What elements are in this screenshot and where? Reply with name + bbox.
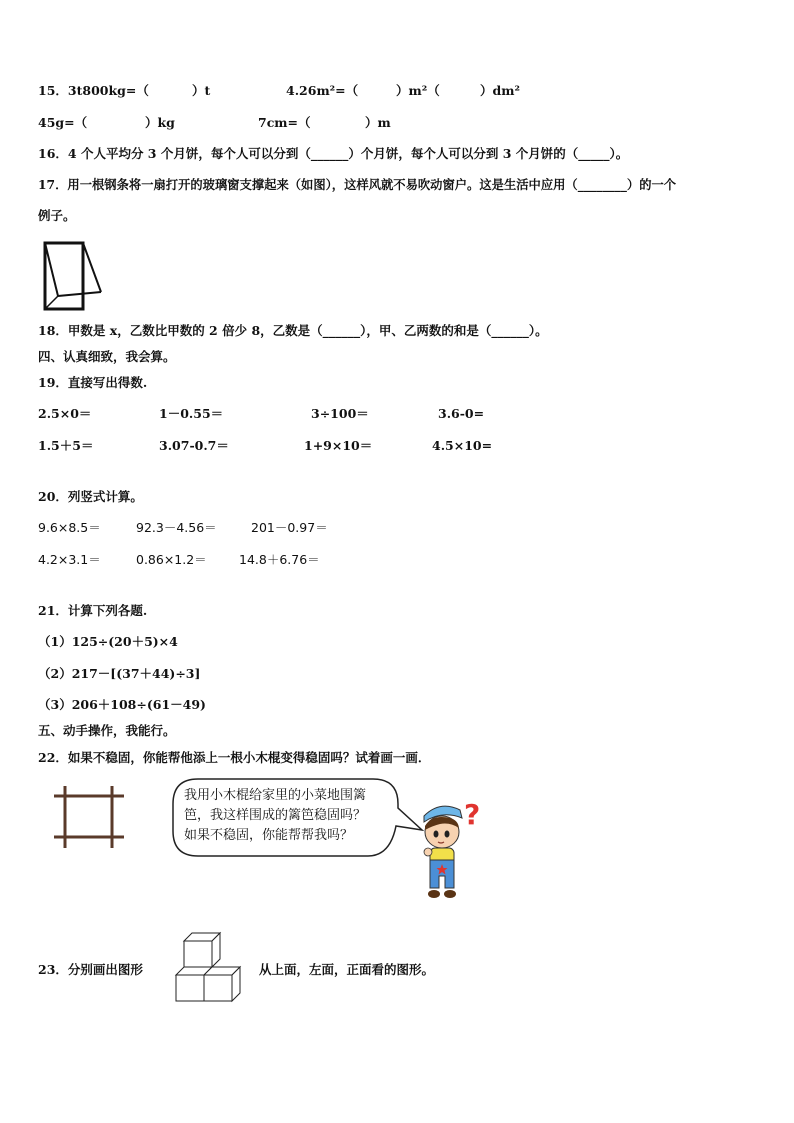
q21-title: 21．计算下列各题. bbox=[38, 603, 148, 618]
q15-line1-part5: ）dm² bbox=[480, 83, 520, 98]
q22-title: 22．如果不稳固，你能帮他添上一根小木棍变得稳固吗？试着画一画． bbox=[38, 750, 431, 765]
q15-line2-part3: 7cm=（ bbox=[258, 115, 311, 130]
fence-square-figure bbox=[52, 784, 126, 850]
q15-line2-part4: ）m bbox=[365, 115, 391, 130]
q15-line2-part1: 45g=（ bbox=[38, 115, 88, 130]
bubble-line-3: 如果不稳固，你能帮帮我吗？ bbox=[184, 828, 354, 843]
q16-text: 16．4 个人平均分 3 个月饼，每个人可以分到（______）个月饼，每个人可以分到 3 个月饼的（_____）。 bbox=[38, 146, 629, 161]
svg-text:?: ? bbox=[464, 798, 481, 831]
q19-r2c3: 1+9×10＝ bbox=[304, 438, 373, 453]
q20-title: 20．列竖式计算。 bbox=[38, 489, 143, 504]
q19-r2c4: 4.5×10= bbox=[432, 438, 493, 453]
q23-left-text: 23．分别画出图形 bbox=[38, 962, 143, 977]
q15-line1-part1: 15．3t800kg=（ bbox=[38, 83, 149, 98]
q23-right-text: 从上面，左面，正面看的图形。 bbox=[259, 962, 435, 977]
q19-r2c1: 1.5＋5＝ bbox=[38, 438, 94, 453]
q19-r2c2: 3.07-0.7＝ bbox=[159, 438, 229, 453]
window-figure bbox=[40, 238, 106, 314]
q20-r1c3: 201－0.97＝ bbox=[251, 520, 328, 535]
q15-line1-part4: ）m²（ bbox=[396, 83, 440, 98]
bubble-line-2: 笆，我这样围成的篱笆稳固吗？ bbox=[184, 808, 367, 823]
q19-r1c3: 3÷100＝ bbox=[311, 406, 369, 421]
q21-item-2: （2）217－[(37＋44)÷3] bbox=[38, 666, 201, 681]
bubble-line-1: 我用小木棍给家里的小菜地围篱 bbox=[184, 788, 367, 803]
q20-r2c3: 14.8＋6.76＝ bbox=[239, 552, 320, 567]
q20-r2c1: 4.2×3.1＝ bbox=[38, 552, 101, 567]
q18-text: 18．甲数是 x，乙数比甲数的 2 倍少 8，乙数是（______），甲、乙两数的和是（______）。 bbox=[38, 323, 548, 338]
q15-line2-part2: ）kg bbox=[145, 115, 175, 130]
q15-line1-part3: 4.26m²=（ bbox=[286, 83, 359, 98]
q20-r1c1: 9.6×8.5＝ bbox=[38, 520, 101, 535]
q20-r2c2: 0.86×1.2＝ bbox=[136, 552, 207, 567]
q20-r1c2: 92.3－4.56＝ bbox=[136, 520, 217, 535]
q21-item-3: （3）206＋108÷(61－49) bbox=[38, 697, 206, 712]
q15-line1-part2: ）t bbox=[192, 83, 211, 98]
q19-r1c1: 2.5×0＝ bbox=[38, 406, 92, 421]
q17-line2: 例子。 bbox=[38, 208, 76, 223]
cartoon-boy-illustration bbox=[410, 796, 492, 912]
q19-r1c2: 1－0.55＝ bbox=[159, 406, 224, 421]
cube-stack-figure bbox=[172, 929, 244, 1005]
q17-line1: 17．用一根钢条将一扇打开的玻璃窗支撑起来（如图），这样风就不易吹动窗户。这是生活中应用（________）的一个 bbox=[38, 177, 677, 192]
section-5-heading: 五、动手操作，我能行。 bbox=[38, 723, 176, 738]
q21-item-1: （1）125÷(20＋5)×4 bbox=[38, 634, 178, 649]
q19-r1c4: 3.6-0= bbox=[438, 406, 485, 421]
section-4-heading: 四、认真细致，我会算。 bbox=[38, 349, 176, 364]
q19-title: 19．直接写出得数. bbox=[38, 375, 148, 390]
